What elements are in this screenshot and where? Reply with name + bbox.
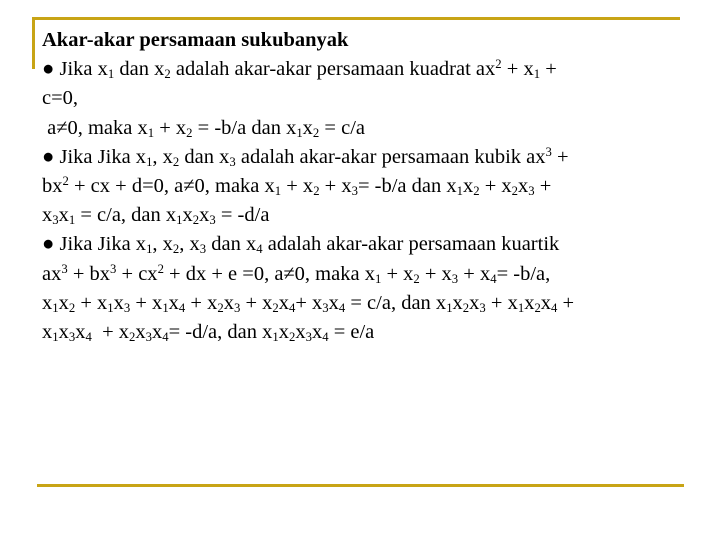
subscript: 3 [351, 184, 358, 199]
subscript: 1 [374, 271, 382, 286]
text-segment: + x [485, 291, 518, 314]
text-line [42, 318, 682, 347]
text-segment: + [534, 175, 552, 198]
text-segment: x [75, 321, 86, 344]
subscript: 1 [272, 330, 279, 345]
text-segment: + x [479, 175, 512, 198]
subscript: 1 [274, 184, 282, 199]
subscript: 1 [533, 67, 541, 82]
text-segment: x [518, 175, 529, 198]
text-segment: + x [501, 58, 534, 81]
subscript: 3 [305, 330, 312, 345]
text-segment: + [551, 145, 569, 168]
text-segment: x [452, 291, 463, 314]
subscript: 2 [164, 67, 171, 82]
superscript: 2 [157, 261, 164, 276]
subscript: 4 [490, 271, 497, 286]
text-segment: + x [381, 262, 414, 285]
subscript: 4 [162, 330, 169, 345]
subscript: 2 [312, 125, 320, 140]
text-segment: x [540, 291, 552, 314]
text-segment: x [113, 291, 124, 314]
slide-content [42, 26, 682, 347]
subscript: 2 [172, 154, 180, 169]
text-line [42, 230, 682, 259]
subscript: 1 [146, 242, 153, 257]
subscript: 1 [446, 301, 453, 315]
subscript: 4 [178, 301, 186, 315]
text-line [42, 172, 682, 201]
text-segment: bx [42, 175, 63, 198]
subscript: 3 [528, 184, 535, 199]
text-segment: ● Jika Jika x [42, 145, 147, 168]
text-segment: = -d/a [215, 204, 270, 227]
text-segment: x [42, 321, 53, 344]
text-segment: adalah akar-akar persamaan kubik ax [235, 145, 546, 168]
text-line [42, 201, 682, 230]
text-segment: x [168, 291, 179, 314]
text-segment: x [278, 321, 289, 344]
text-segment: = c/a, dan x [75, 204, 177, 227]
text-segment: c=0, [42, 87, 79, 110]
subscript: 1 [68, 213, 76, 228]
subscript: 2 [172, 242, 180, 257]
subscript: 1 [517, 301, 525, 315]
subscript: 3 [229, 154, 236, 169]
text-segment: , x [152, 233, 173, 256]
text-segment: x [295, 321, 306, 344]
text-segment: , x [179, 233, 200, 256]
subscript: 3 [123, 301, 131, 315]
subscript: 2 [186, 125, 193, 140]
text-segment: + x [240, 291, 273, 314]
text-segment: dan x [179, 145, 230, 168]
superscript: 3 [61, 261, 68, 276]
text-segment: x [58, 204, 69, 227]
subscript: 2 [272, 301, 279, 315]
subscript: 4 [322, 330, 329, 345]
text-segment: x [135, 321, 146, 344]
text-segment: + dx + e =0, a≠0, maka x [163, 262, 375, 285]
text-segment: x [182, 204, 193, 227]
subscript: 1 [52, 330, 59, 345]
subscript: 3 [199, 242, 207, 257]
text-segment: = -b/a, [496, 262, 551, 285]
subscript: 2 [534, 301, 541, 315]
frame-top-border [32, 17, 680, 20]
subscript: 3 [52, 213, 59, 228]
text-segment: adalah akar-akar persamaan kuartik [262, 233, 560, 256]
subscript: 3 [479, 301, 486, 315]
text-segment: + x [419, 262, 452, 285]
text-segment: dan x [114, 58, 165, 81]
subscript: 1 [146, 154, 153, 169]
text-segment: + x [75, 291, 108, 314]
text-segment: x [223, 291, 234, 314]
text-segment: + x [154, 116, 187, 139]
subscript: 2 [511, 184, 519, 199]
text-segment: ● Jika x [42, 58, 108, 81]
subscript: 2 [473, 184, 480, 199]
text-segment: ● Jika Jika x [42, 233, 147, 256]
slide-title: Akar-akar persamaan sukubanyak [42, 29, 349, 51]
text-line [42, 114, 682, 143]
text-segment: + x [281, 175, 314, 198]
text-segment: a≠0, maka x [42, 116, 148, 139]
text-segment: + x [130, 291, 163, 314]
superscript: 2 [62, 174, 69, 189]
subscript: 2 [462, 301, 470, 315]
text-segment: + bx [67, 262, 111, 285]
text-line [42, 260, 682, 289]
subscript: 2 [192, 213, 200, 228]
text-segment: x [311, 321, 323, 344]
text-line [42, 289, 682, 318]
frame-bottom-border [37, 484, 684, 487]
text-segment: , x [152, 145, 173, 168]
subscript: 2 [413, 271, 420, 286]
subscript: 1 [176, 213, 183, 228]
text-segment: + cx + d=0, a≠0, maka x [68, 175, 275, 198]
subscript: 2 [129, 330, 136, 345]
text-segment: = -d/a, dan x [168, 321, 273, 344]
text-segment: + [540, 58, 557, 81]
subscript: 1 [107, 301, 114, 315]
subscript: 3 [322, 301, 329, 315]
text-segment: = e/a [328, 321, 375, 344]
text-segment: + x [319, 175, 352, 198]
formula-text-block [42, 55, 682, 347]
subscript: 2 [68, 301, 76, 315]
text-segment: + [557, 291, 575, 314]
text-segment: x [278, 291, 289, 314]
subscript: 1 [456, 184, 463, 199]
text-segment: x [469, 291, 480, 314]
subscript: 4 [85, 330, 92, 345]
text-segment: = -b/a dan x [357, 175, 457, 198]
text-segment: x [302, 116, 313, 139]
subscript: 2 [288, 330, 296, 345]
text-segment: x [42, 291, 53, 314]
subscript: 3 [451, 271, 459, 286]
text-segment: x [328, 291, 339, 314]
text-segment: x [58, 321, 69, 344]
text-segment: + cx [116, 262, 158, 285]
text-segment: = -b/a dan x [192, 116, 297, 139]
text-segment: x [151, 321, 163, 344]
text-segment: + x [185, 291, 218, 314]
subscript: 4 [288, 301, 296, 315]
text-line [42, 84, 682, 113]
text-segment: = c/a, dan x [345, 291, 447, 314]
subscript: 3 [68, 330, 76, 345]
subscript: 3 [233, 301, 241, 315]
subscript: 2 [313, 184, 320, 199]
subscript: 1 [147, 125, 155, 140]
text-segment: x [524, 291, 535, 314]
subscript: 3 [145, 330, 152, 345]
subscript: 4 [338, 301, 346, 315]
subscript: 1 [52, 301, 59, 315]
text-segment: dan x [206, 233, 257, 256]
text-segment: x [462, 175, 474, 198]
text-segment: x [199, 204, 210, 227]
subscript: 1 [296, 125, 303, 140]
text-line [42, 143, 682, 172]
subscript: 1 [162, 301, 169, 315]
text-segment: x [58, 291, 69, 314]
superscript: 2 [495, 57, 502, 72]
subscript: 3 [209, 213, 216, 228]
text-segment: + x [458, 262, 491, 285]
text-segment: ax [42, 262, 62, 285]
subscript: 2 [217, 301, 224, 315]
text-segment: adalah akar-akar persamaan kuadrat ax [170, 58, 496, 81]
text-segment: x [42, 204, 53, 227]
frame-left-border [32, 17, 35, 69]
text-segment: = c/a [319, 116, 365, 139]
subscript: 4 [256, 242, 263, 257]
superscript: 3 [545, 144, 552, 159]
subscript: 1 [107, 67, 115, 82]
text-segment: + x [295, 291, 323, 314]
subscript: 4 [551, 301, 558, 315]
text-segment: + x [91, 321, 130, 344]
superscript: 3 [110, 261, 117, 276]
text-line [42, 55, 682, 84]
